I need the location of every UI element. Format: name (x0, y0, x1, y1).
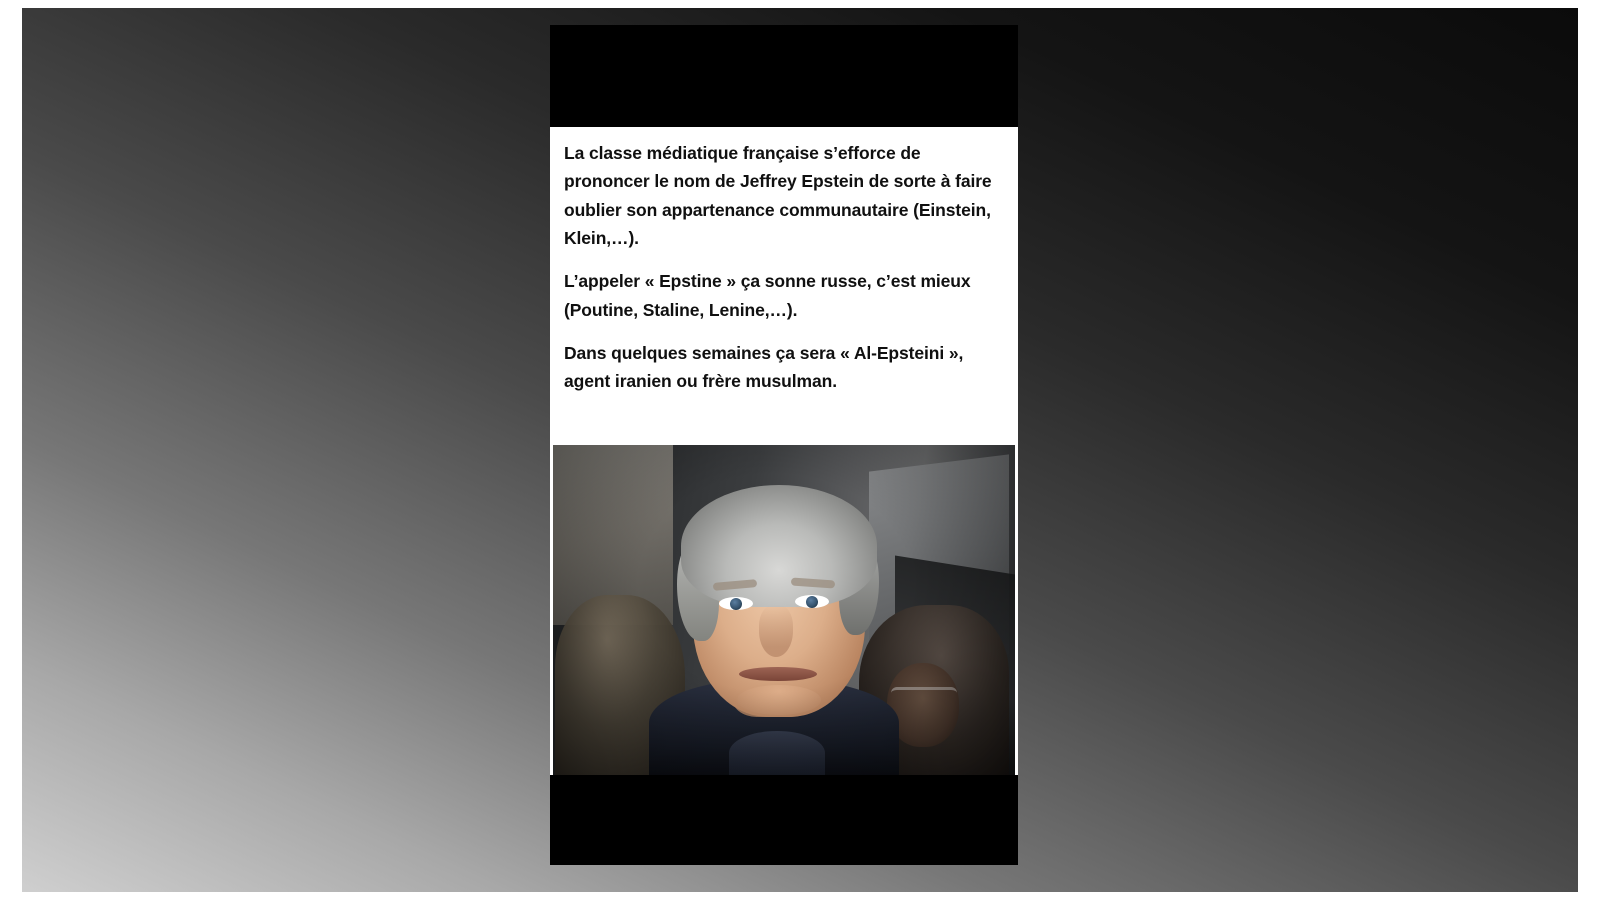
post-paragraph-2: L’appeler « Epstine » ça sonne russe, c’est mieux (Poutine, Staline, Lenine,…). (564, 271, 971, 320)
letterbox-band-bottom (550, 775, 1018, 865)
gradient-stage-background (22, 8, 1578, 892)
photo-vignette (553, 445, 1015, 775)
media-post-card[interactable] (550, 25, 1018, 865)
post-text-panel (550, 127, 1018, 445)
letterbox-band-top (550, 25, 1018, 127)
post-paragraph-3: Dans quelques semaines ça sera « Al-Epsteini », agent iranien ou frère musulman. (564, 343, 964, 392)
portrait-photo (553, 445, 1015, 775)
post-paragraph-1: La classe médiatique française s’efforce de prononcer le nom de Jeffrey Epstein de sorte à faire oublier son appartenance communautaire (Einstein, Klein,…). (564, 143, 992, 249)
